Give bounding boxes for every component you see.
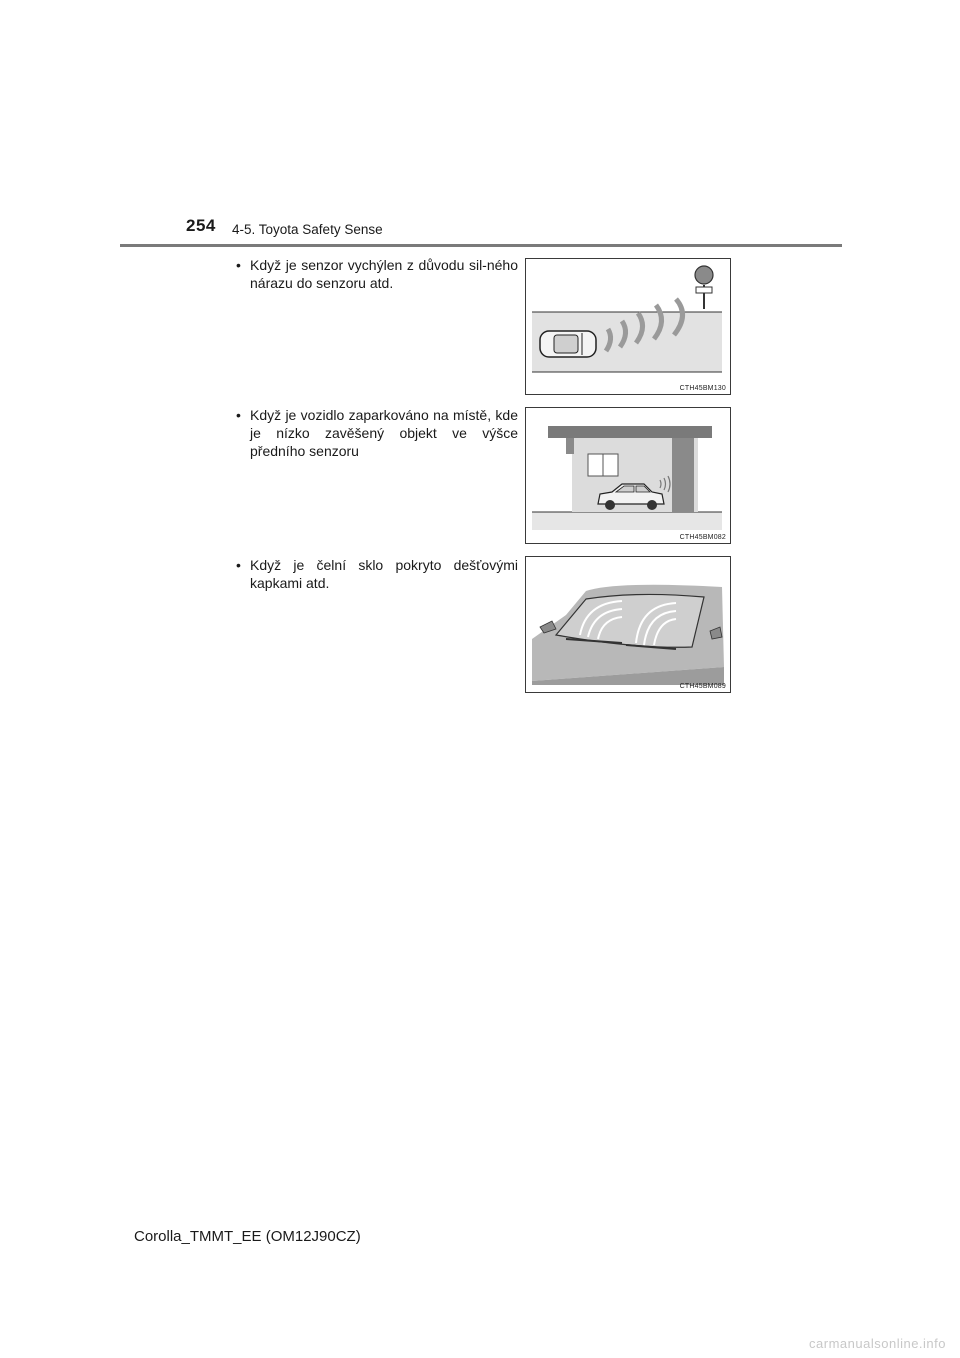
page-number: 254 [186, 216, 216, 235]
section-title: 4-5. Toyota Safety Sense [232, 222, 383, 237]
bullet-sensor-misaligned [236, 256, 518, 292]
windshield-illustration [526, 557, 730, 692]
car-top-icon [540, 331, 596, 357]
figure-code: CTH45BM082 [679, 534, 726, 541]
bullet-symbol: • [236, 407, 241, 423]
bullet-text: Když je čelní sklo pokryto dešťovými kapkami atd. [250, 557, 518, 591]
bullet-windshield-raindrops [236, 556, 518, 592]
document-id: Corolla_TMMT_EE (OM12J90CZ) [134, 1228, 361, 1245]
figure-sensor-misaligned [525, 258, 731, 395]
figure-code: CTH45BM089 [679, 683, 726, 690]
bullet-low-hanging-object [236, 406, 518, 460]
figure-windshield-raindrops [525, 556, 731, 693]
bullet-text: Když je vozidlo zaparkováno na místě, kde je nízko zavěšený objekt ve výšce předního senzoru [250, 407, 518, 459]
bullet-symbol: • [236, 557, 241, 573]
road-sign-icon [695, 266, 713, 309]
figure-code: CTH45BM130 [679, 385, 726, 392]
parking-illustration [526, 408, 730, 543]
figure-low-hanging-object [525, 407, 731, 544]
header-divider [120, 244, 842, 247]
watermark: carmanualsonline.info [809, 1336, 946, 1351]
bullet-symbol: • [236, 257, 241, 273]
misaligned-sensor-illustration [526, 259, 730, 394]
bullet-text: Když je senzor vychýlen z důvodu sil-ného nárazu do senzoru atd. [250, 257, 518, 291]
